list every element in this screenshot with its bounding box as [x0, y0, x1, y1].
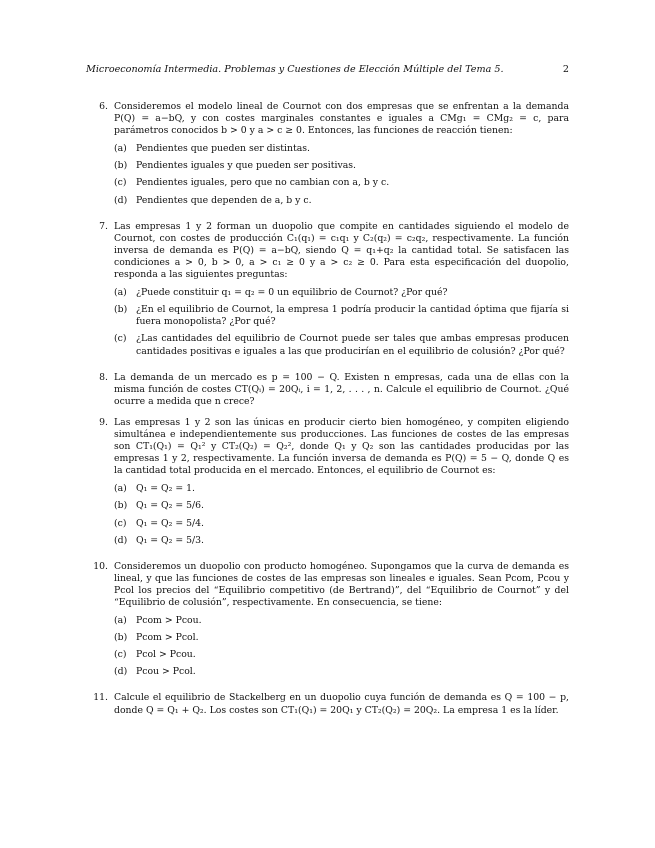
question-item — [86, 101, 569, 212]
question-number: 10. — [93, 560, 108, 572]
header-title: Microeconomía Intermedia. Problemas y Cuestiones de Elección Múltiple del Tema 5. — [86, 64, 504, 75]
option-item — [114, 177, 569, 189]
option-text: Q₁ = Q₂ = 1. — [136, 483, 195, 495]
option-item — [114, 518, 569, 530]
question-item — [86, 372, 569, 408]
option-item — [114, 615, 569, 627]
question-body — [114, 692, 569, 716]
option-item — [114, 287, 569, 299]
option-item — [114, 195, 569, 207]
option-label: (c) — [114, 517, 127, 529]
option-text: Pendientes que pueden ser distintas. — [136, 143, 311, 155]
question-item — [86, 221, 569, 363]
option-label: (b) — [114, 160, 128, 172]
option-text: Q₁ = Q₂ = 5/6. — [136, 500, 205, 512]
question-text: Consideremos el modelo lineal de Cournot con dos empresas que se enfrentan a la demanda P(Q) = a−bQ, y con costes marginales constantes e iguales a CMg₁ = CMg₂ = c, para parámetros conocidos b > 0 y a > c ≥ 0. Entonces, las funciones de reacción tienen: — [114, 101, 569, 137]
question-item — [86, 692, 569, 716]
option-label: (d) — [114, 666, 128, 678]
question-number: 6. — [99, 101, 108, 112]
question-body — [114, 101, 569, 212]
question-text: La demanda de un mercado es p = 100 − Q. Existen n empresas, cada una de ellas con la misma función de costes CT(Qᵢ) = 20Qᵢ, i = 1, 2, . . . , n. Calcule el equilibrio de Cournot. ¿Qué ocurre a medida que n crece? — [114, 371, 569, 407]
option-text: Pcom > Pcou. — [136, 615, 202, 627]
option-label: (d) — [114, 194, 128, 206]
page-header — [86, 64, 569, 75]
question-text: Las empresas 1 y 2 son las únicas en producir cierto bien homogéneo, y compiten eligiendo simultánea e independientemente sus producciones. Las funciones de costes de las empresas son CT₁(Q₁) = Q₁² y CT₂(Q₂) = Q₂², donde Q₁ y Q₂ son las cantidades producidas por las empresas 1 y 2, respectivamente. La función inversa de demanda es P(Q) = 5 − Q, donde Q es la cantidad total producida en el mercado. Entonces, el equilibrio de Cournot es: — [114, 416, 569, 477]
option-list — [114, 483, 569, 546]
option-text: Pcol > Pcou. — [136, 649, 196, 661]
option-label: (b) — [114, 500, 128, 512]
question-number: 9. — [99, 416, 108, 428]
page-number: 2 — [562, 64, 569, 75]
option-item — [114, 632, 569, 644]
question-number: 8. — [99, 371, 108, 383]
option-item — [114, 483, 569, 495]
question-body — [114, 372, 569, 408]
option-item — [114, 143, 569, 155]
option-label: (a) — [114, 483, 127, 495]
option-text: Pcou > Pcol. — [136, 666, 196, 678]
option-text: Pcom > Pcol. — [136, 632, 199, 644]
option-label: (c) — [114, 177, 127, 189]
question-body — [114, 561, 569, 684]
option-list — [114, 143, 569, 206]
option-label: (d) — [114, 534, 128, 546]
option-item — [114, 304, 569, 328]
question-item — [86, 417, 569, 552]
option-item — [114, 649, 569, 661]
option-label: (a) — [114, 143, 127, 155]
option-text: ¿Puede constituir q₁ = q₂ = 0 un equilibrio de Cournot? ¿Por qué? — [136, 287, 448, 299]
question-number: 11. — [93, 692, 108, 704]
option-label: (b) — [114, 632, 128, 644]
option-item — [114, 666, 569, 678]
option-label: (a) — [114, 615, 127, 627]
question-item — [86, 561, 569, 684]
question-body — [114, 417, 569, 552]
option-item — [114, 160, 569, 172]
option-text: Q₁ = Q₂ = 5/3. — [136, 534, 205, 546]
option-label: (c) — [114, 649, 127, 661]
question-text: Las empresas 1 y 2 forman un duopolio que compite en cantidades siguiendo el modelo de Cournot, con costes de producción C₁(q₁) = c₁q₁ y C₂(q₂) = c₂q₂, respectivamente. La función inversa de demanda es P(Q) = a−bQ, siendo Q = q₁+q₂ la cantidad total. Se satisfacen las condiciones a > 0, b > 0, a > c₁ ≥ 0 y a > c₂ ≥ 0. Para esta especificación del duopolio, responda a las siguientes preguntas: — [114, 220, 569, 281]
option-list — [114, 287, 569, 357]
option-item — [114, 333, 569, 357]
option-label: (a) — [114, 287, 127, 299]
option-text: Pendientes que dependen de a, b y c. — [136, 194, 312, 206]
question-list — [86, 101, 569, 717]
option-label: (b) — [114, 304, 128, 316]
option-text: ¿En el equilibrio de Cournot, la empresa 1 podría producir la cantidad óptima que fijaría si fuera monopolista? ¿Por qué? — [136, 304, 569, 328]
option-item — [114, 535, 569, 547]
question-text: Consideremos un duopolio con producto homogéneo. Supongamos que la curva de demanda es lineal, y que las funciones de costes de las empresas son lineales e iguales. Sean Pcom, Pcou y Pcol los precios del “Equilibrio competitivo (de Bertrand)”, del “Equilibrio de Cournot” y del “Equilibrio de colusión”, respectivamente. En consecuencia, se tiene: — [114, 560, 569, 608]
option-text: ¿Las cantidades del equilibrio de Cournot puede ser tales que ambas empresas producen cantidades positivas e iguales a las que producirían en el equilibrio de colusión? ¿Por qué? — [136, 333, 569, 357]
option-text: Pendientes iguales, pero que no cambian con a, b y c. — [136, 177, 390, 189]
option-text: Pendientes iguales y que pueden ser positivas. — [136, 160, 356, 172]
option-item — [114, 500, 569, 512]
option-text: Q₁ = Q₂ = 5/4. — [136, 517, 205, 529]
option-label: (c) — [114, 333, 127, 345]
question-number: 7. — [99, 220, 108, 232]
question-text: Calcule el equilibrio de Stackelberg en un duopolio cuya función de demanda es Q = 100 − p, donde Q = Q₁ + Q₂. Los costes son CT₁(Q₁) = 20Q₁ y CT₂(Q₂) = 20Q₂. La empresa 1 es la líder. — [114, 692, 569, 716]
question-body — [114, 221, 569, 363]
option-list — [114, 615, 569, 678]
